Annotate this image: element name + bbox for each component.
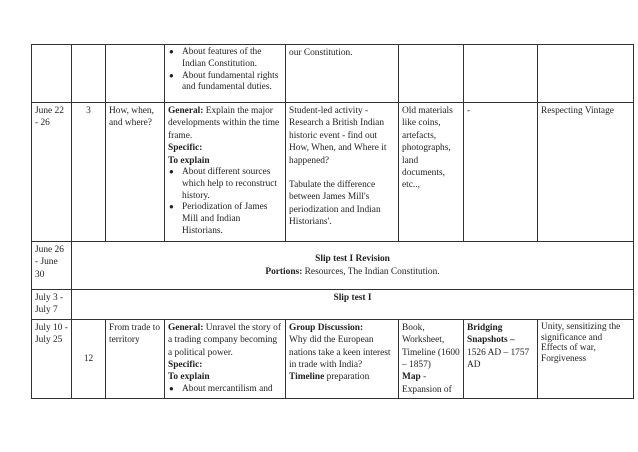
resources-cell bbox=[399, 319, 464, 398]
portions-text: Resources, The Indian Constitution. bbox=[302, 266, 440, 277]
values-cell bbox=[538, 45, 634, 103]
topic-cell: How, when, and where? bbox=[106, 103, 165, 242]
topic-cell bbox=[106, 45, 165, 103]
objectives-list bbox=[168, 47, 282, 94]
map-label: Map bbox=[402, 372, 421, 383]
merged-cell bbox=[72, 242, 634, 290]
activity-cell bbox=[286, 103, 399, 242]
resources-cell: Old materials like coins, artefacts, photographs, land documents, etc.., bbox=[399, 103, 464, 242]
general-text: Unravel the story of a trading company becoming a political power. bbox=[168, 322, 281, 358]
date-cell: July 10 - July 25 bbox=[32, 319, 72, 398]
table-row bbox=[32, 242, 634, 290]
general-label: General: bbox=[168, 322, 204, 333]
general-label: General: bbox=[168, 106, 204, 116]
objectives-list bbox=[168, 384, 282, 396]
list-item: ● About different sources which help to reconstruct history. bbox=[182, 167, 282, 202]
to-explain-label: To explain bbox=[168, 155, 210, 166]
resources-cell bbox=[399, 45, 464, 103]
skills-cell bbox=[464, 319, 538, 398]
objectives-cell bbox=[165, 45, 286, 103]
skills-cell: - bbox=[464, 103, 538, 242]
lesson-plan-table bbox=[31, 44, 634, 399]
list-item: ● Periodization of James Mill and Indian Historians. bbox=[182, 202, 282, 237]
portions-label: Portions: bbox=[265, 266, 303, 277]
to-explain-label: To explain bbox=[168, 372, 210, 383]
date-cell: June 22 - 26 bbox=[32, 103, 72, 242]
resources-text: Book, Worksheet, Timeline (1600 – 1857) bbox=[402, 322, 460, 371]
slip-test-revision-title: Slip test I Revision bbox=[315, 254, 390, 265]
table-row bbox=[32, 319, 634, 398]
table-row bbox=[32, 103, 634, 242]
periods-cell: 3 bbox=[72, 103, 106, 242]
date-cell bbox=[32, 45, 72, 103]
values-cell: Unity, sensitizing the significance and Effects of war, Forgiveness bbox=[538, 319, 634, 398]
general-text: Explain the major developments within the time frame. bbox=[168, 106, 280, 141]
periods-cell: 12 bbox=[72, 319, 106, 398]
objectives-cell bbox=[165, 103, 286, 242]
table-row bbox=[32, 290, 634, 320]
activity-text-2: Tabulate the difference between James Mill's periodization and Indian Historians'. bbox=[289, 180, 381, 228]
periods-cell bbox=[72, 45, 106, 103]
objectives-list bbox=[168, 167, 282, 238]
values-cell: Respecting Vintage bbox=[538, 103, 634, 242]
timeline-label: Timeline bbox=[289, 372, 325, 383]
bridging-label: Bridging Snapshots – bbox=[467, 322, 515, 346]
objectives-cell bbox=[165, 319, 286, 398]
slip-test-title: Slip test I bbox=[72, 290, 634, 320]
skills-cell bbox=[464, 45, 538, 103]
timeline-text: preparation bbox=[324, 372, 370, 383]
activity-text: Why did the European nations take a keen interest in trade with India? bbox=[289, 335, 391, 371]
activity-text: Student-led activity - Research a British Indian historic event - find out How, When, and Where it happened? bbox=[289, 106, 387, 166]
list-item: ● About fundamental rights and fundamental duties. bbox=[182, 71, 282, 95]
list-item: ● About features of the Indian Constitution. bbox=[182, 47, 282, 71]
specific-label: Specific: bbox=[168, 143, 203, 154]
date-cell: July 3 - July 7 bbox=[32, 290, 72, 320]
map-text: - Expansion of bbox=[402, 372, 452, 395]
activity-cell: our Constitution. bbox=[286, 45, 399, 103]
specific-label: Specific: bbox=[168, 360, 203, 371]
table-row bbox=[32, 45, 634, 103]
topic-cell: From trade to territory bbox=[106, 319, 165, 398]
activity-label: Group Discussion: bbox=[289, 322, 364, 333]
list-item: ● About mercantilism and bbox=[182, 384, 282, 396]
bridging-text: 1526 AD – 1757 AD bbox=[467, 347, 530, 371]
date-cell: June 26 - June 30 bbox=[32, 242, 72, 290]
activity-cell bbox=[286, 319, 399, 398]
